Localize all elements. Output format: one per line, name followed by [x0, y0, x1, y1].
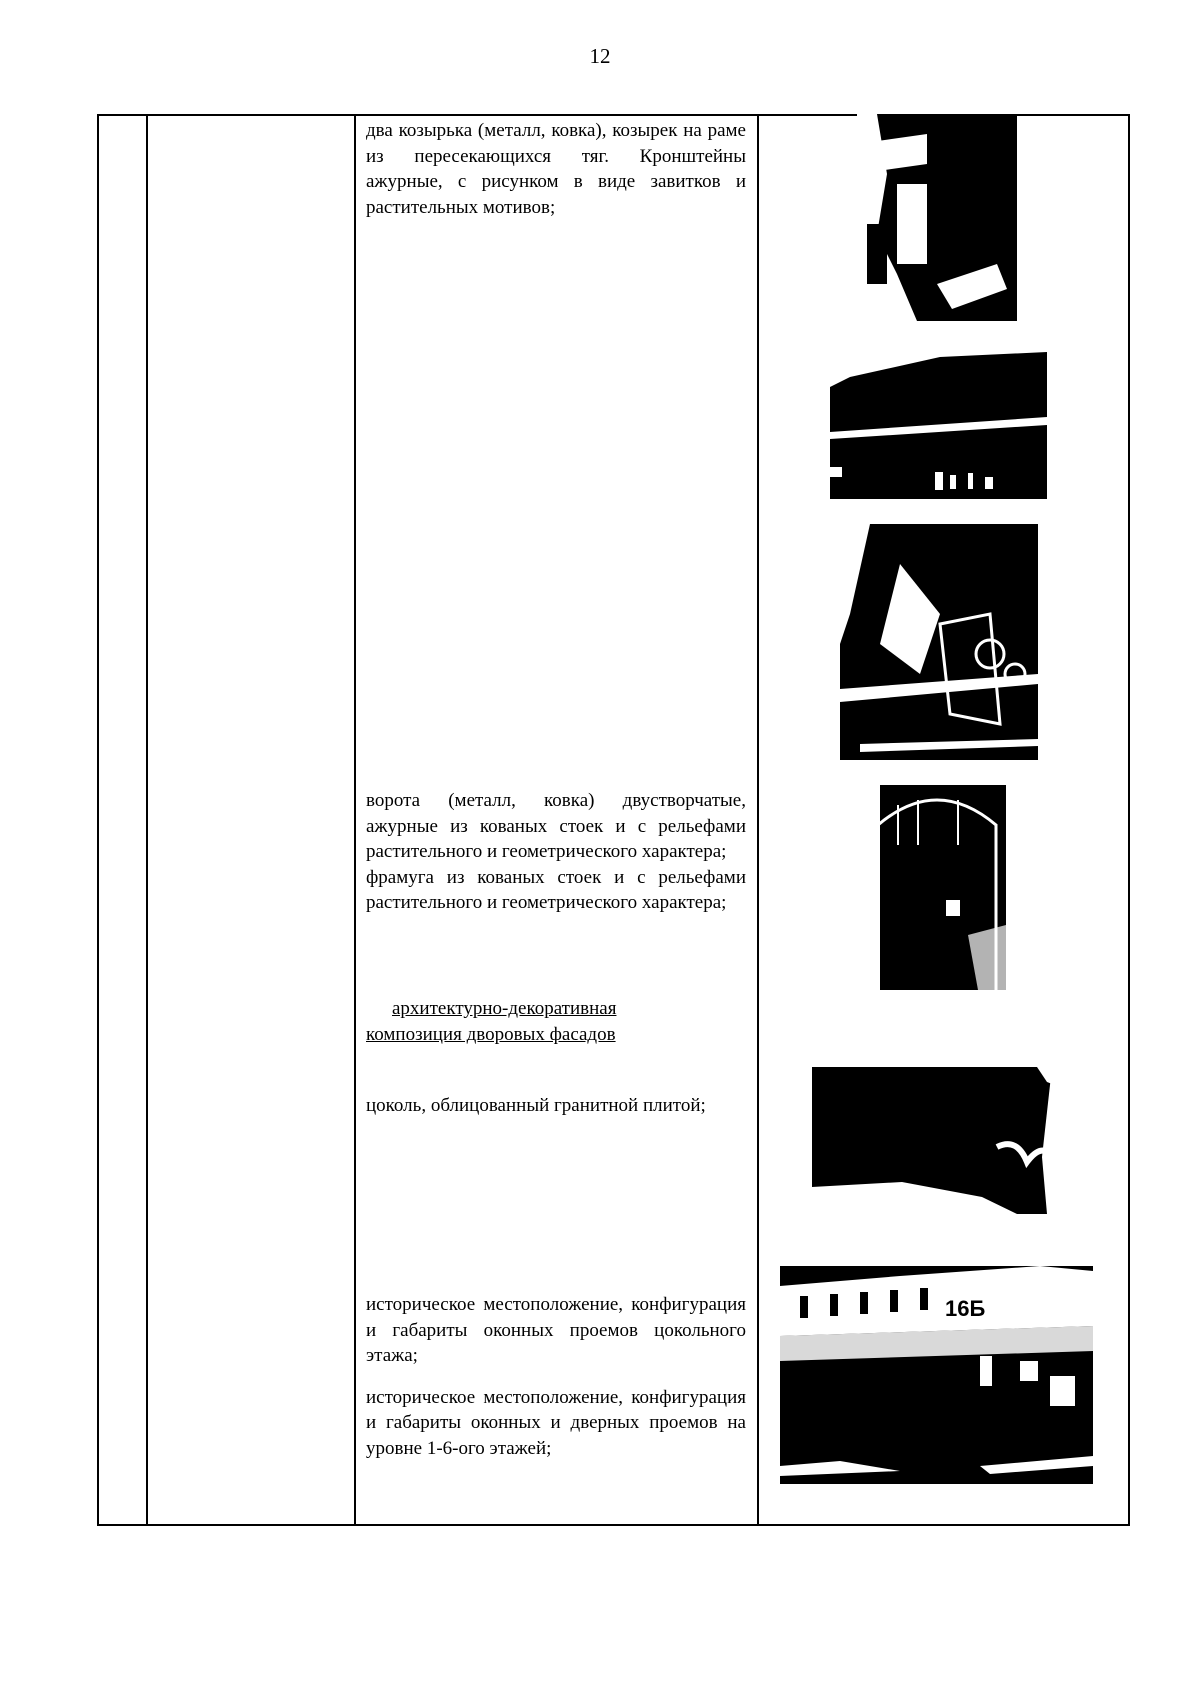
transom-description: фрамуга из кованых стоек и с рельефами растительного и геометрического характера;: [366, 866, 746, 913]
openings-description-block: [366, 1292, 746, 1461]
column-divider-3: [757, 114, 759, 1526]
gate-description-block: [366, 788, 746, 916]
building-number-sign: 16Б: [945, 1296, 986, 1321]
column-divider-1: [146, 114, 148, 1526]
plinth-description-block: [366, 1093, 746, 1119]
canopy-front-photo: [857, 114, 1017, 321]
description-cell: [366, 118, 746, 220]
upper-openings-description: историческое местоположение, конфигурация и габариты оконных и дверных проемов на уровне 1-6-ого этажей;: [366, 1386, 746, 1459]
plinth-description: цоколь, облицованный гранитной плитой;: [366, 1095, 706, 1116]
canopy-description: два козырька (металл, ковка), козырек на раме из пересекающихся тяг. Кронштейны ажурные, с рисунком в виде завитков и растительных мотивов;: [366, 120, 746, 218]
plinth-photo: [812, 1067, 1060, 1214]
page-number: 12: [589, 44, 611, 68]
gate-photo: [868, 785, 1006, 990]
gate-description: ворота (металл, ковка) двустворчатые, ажурные из кованых стоек и с рельефами растительного и геометрического характера;: [366, 790, 746, 862]
canopy-bracket-photo: [840, 524, 1038, 760]
column-divider-2: [354, 114, 356, 1526]
canopy-underside-photo: [830, 347, 1047, 499]
courtyard-heading: архитектурно-декоративная композиция дворовых фасадов: [366, 998, 617, 1045]
basement-openings-description: историческое местоположение, конфигурация и габариты оконных проемов цокольного этажа;: [366, 1294, 746, 1366]
courtyard-heading-block: [366, 996, 666, 1047]
courtyard-facade-photo: [780, 1266, 1093, 1484]
